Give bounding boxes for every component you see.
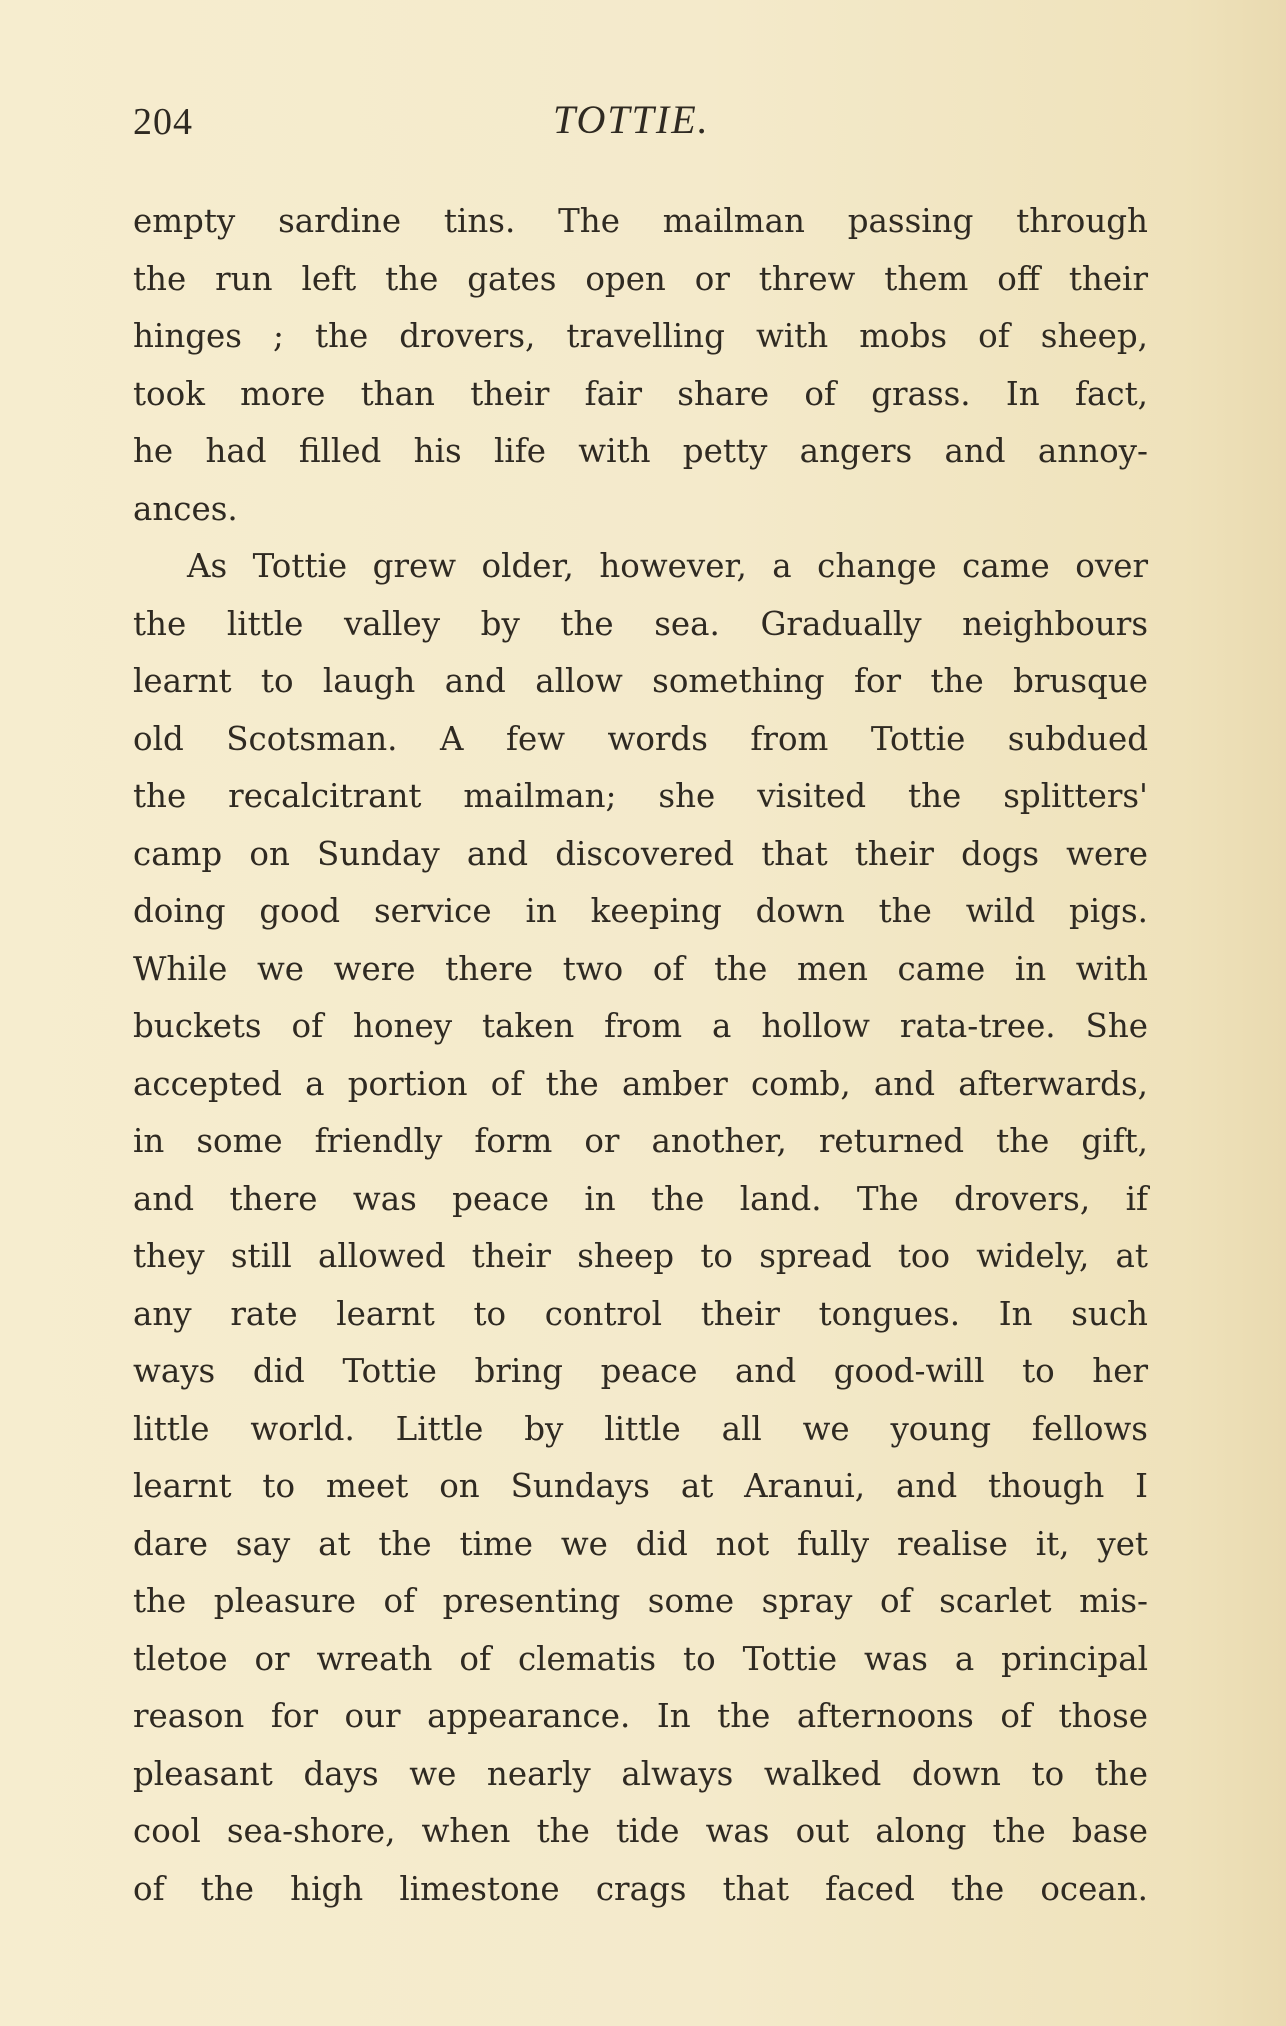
text-line: While we were there two of the men came in with <box>133 949 1148 988</box>
text-line: As Tottie grew older, however, a change came over <box>187 547 1148 585</box>
text-line: the recalcitrant mailman; she visited the splitters' <box>133 777 1148 815</box>
page-title: TOTTIE. <box>553 97 710 142</box>
text-line: pleasant days we nearly always walked down to the <box>133 1754 1148 1793</box>
text-line: dare say at the time we did not fully realise it, yet <box>133 1524 1148 1563</box>
text-line: ways did Tottie bring peace and good-will to her <box>133 1352 1148 1390</box>
body-text <box>133 193 1148 1918</box>
text-line: reason for our appearance. In the afternoons of those <box>133 1697 1148 1735</box>
text-line: hinges ; the drovers, travelling with mobs of sheep, <box>133 317 1148 355</box>
text-line: he had filled his life with petty angers and annoy- <box>133 432 1148 470</box>
text-line: camp on Sunday and discovered that their dogs were <box>133 834 1148 873</box>
text-line: they still allowed their sheep to spread too widely, at <box>133 1237 1148 1275</box>
text-line: the pleasure of presenting some spray of scarlet mis- <box>133 1582 1148 1620</box>
text-line: learnt to meet on Sundays at Aranui, and though I <box>133 1467 1148 1505</box>
text-line: took more than their fair share of grass. In fact, <box>133 374 1148 413</box>
text-line: little world. Little by little all we young fellows <box>133 1409 1148 1448</box>
text-line: old Scotsman. A few words from Tottie subdued <box>133 719 1148 758</box>
text-line: any rate learnt to control their tongues. In such <box>133 1294 1148 1333</box>
text-line: empty sardine tins. The mailman passing through <box>133 202 1148 240</box>
text-line: and there was peace in the land. The drovers, if <box>133 1179 1148 1218</box>
text-line: of the high limestone crags that faced the ocean. <box>133 1869 1148 1908</box>
text-line: buckets of honey taken from a hollow rata-tree. She <box>133 1007 1148 1045</box>
page-number: 204 <box>133 101 193 143</box>
text-line: learnt to laugh and allow something for the brusque <box>133 662 1148 700</box>
text-line: cool sea-shore, when the tide was out along the base <box>133 1812 1148 1850</box>
running-head <box>133 96 1133 146</box>
text-line: doing good service in keeping down the wild pigs. <box>133 892 1148 930</box>
text-line: ances. <box>133 489 238 528</box>
text-line: accepted a portion of the amber comb, and afterwards, <box>133 1064 1148 1103</box>
text-line: tletoe or wreath of clematis to Tottie was a principal <box>133 1639 1148 1678</box>
text-line: the run left the gates open or threw them off their <box>133 259 1148 298</box>
text-line: the little valley by the sea. Gradually neighbours <box>133 604 1148 643</box>
text-line: in some friendly form or another, returned the gift, <box>133 1122 1148 1160</box>
